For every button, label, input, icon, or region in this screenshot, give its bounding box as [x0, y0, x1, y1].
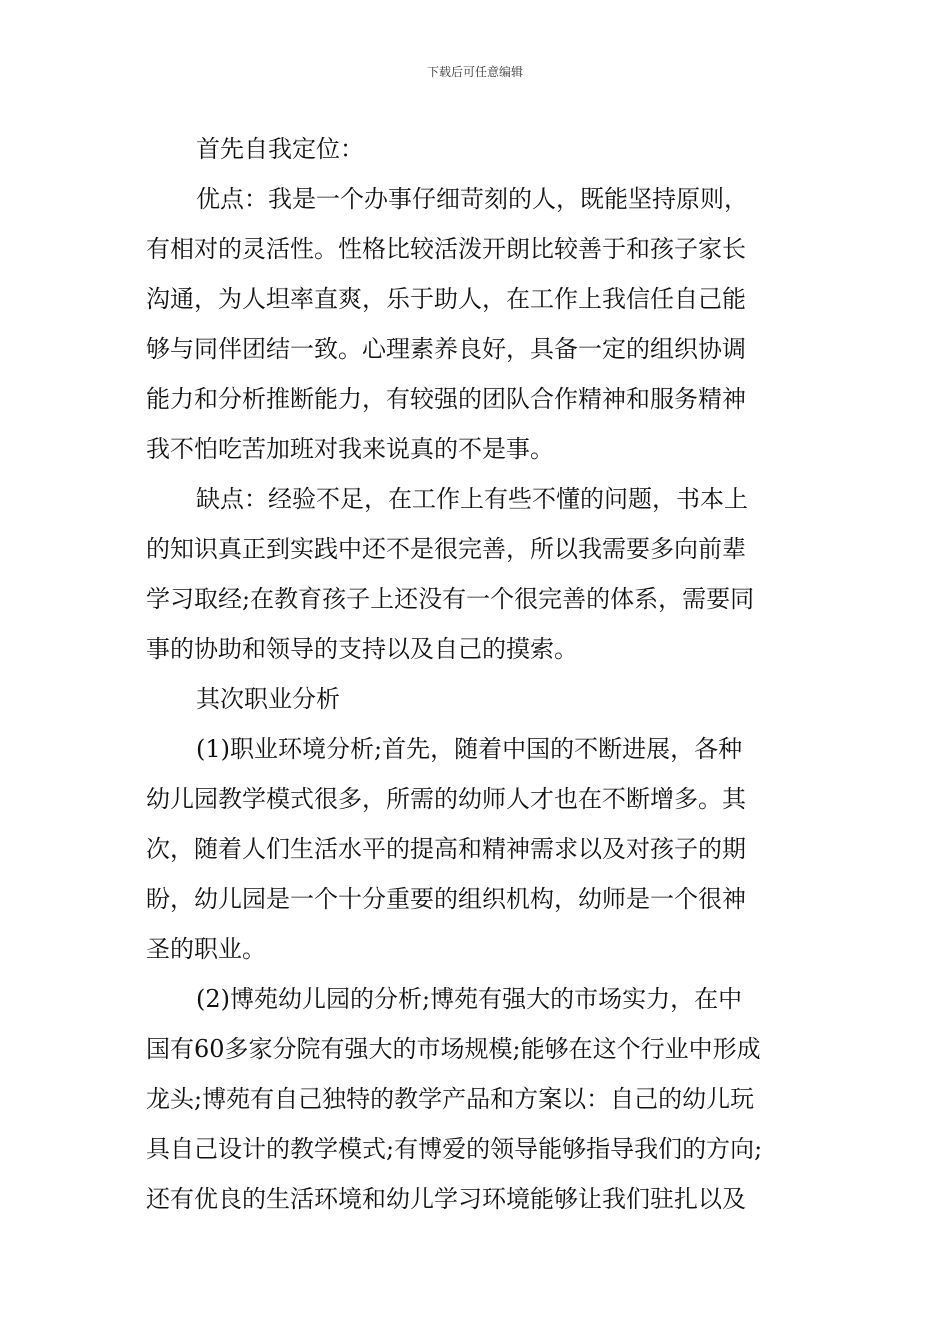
paragraph-line: 国有60多家分院有强大的市场规模;能够在这个行业中形成 [146, 1035, 761, 1063]
document-body [146, 124, 826, 1224]
paragraph-line: 龙头;博苑有自己独特的教学产品和方案以：自己的幼儿玩 [146, 1085, 755, 1113]
paragraph-line: 够与同伴团结一致。心理素养良好，具备一定的组织协调 [146, 335, 746, 363]
paragraph-line: 具自己设计的教学模式;有博爱的领导能够指导我们的方向; [146, 1135, 763, 1163]
paragraph-line: 缺点：经验不足，在工作上有些不懂的问题，书本上 [196, 485, 748, 513]
paragraph-line: 盼，幼儿园是一个十分重要的组织机构，幼师是一个很神 [146, 885, 746, 913]
paragraph-line: 学习取经;在教育孩子上还没有一个很完善的体系，需要同 [146, 585, 755, 613]
paragraph-line: 还有优良的生活环境和幼儿学习环境能够让我们驻扎以及 [146, 1185, 746, 1213]
paragraph-line: 圣的职业。 [146, 935, 266, 963]
page-header: 下载后可任意编辑 [426, 65, 523, 79]
paragraph-line: (1)职业环境分析;首先，随着中国的不断进展，各种 [196, 735, 743, 763]
paragraph-line: 能力和分析推断能力，有较强的团队合作精神和服务精神 [146, 385, 746, 413]
paragraph-line: (2)博苑幼儿园的分析;博苑有强大的市场实力，在中 [196, 985, 743, 1013]
section-heading-career-analysis: 其次职业分析 [196, 685, 340, 713]
paragraph-line: 事的协助和领导的支持以及自己的摸索。 [146, 635, 578, 663]
paragraph-line: 我不怕吃苦加班对我来说真的不是事。 [146, 435, 554, 463]
paragraph-line: 优点：我是一个办事仔细苛刻的人，既能坚持原则， [196, 185, 748, 213]
paragraph-line: 次，随着人们生活水平的提高和精神需求以及对孩子的期 [146, 835, 746, 863]
paragraph-line: 沟通，为人坦率直爽，乐于助人，在工作上我信任自己能 [146, 285, 746, 313]
paragraph-line: 的知识真正到实践中还不是很完善，所以我需要多向前辈 [146, 535, 746, 563]
paragraph-line: 幼儿园教学模式很多，所需的幼师人才也在不断增多。其 [146, 785, 746, 813]
section-heading-self-positioning: 首先自我定位： [196, 135, 364, 163]
paragraph-line: 有相对的灵活性。性格比较活泼开朗比较善于和孩子家长 [146, 235, 746, 263]
